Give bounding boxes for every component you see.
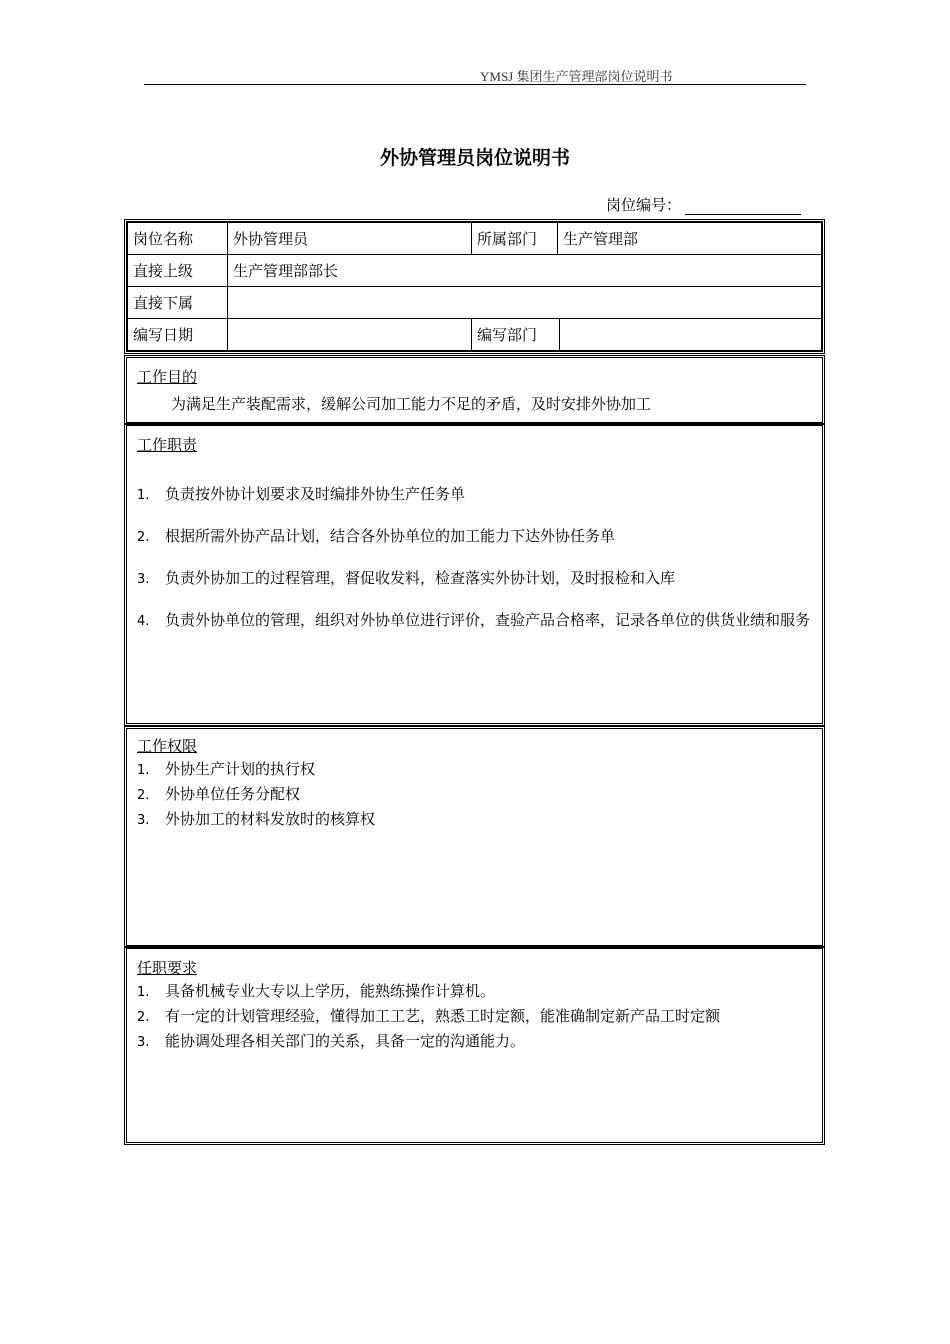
department-value: 生产管理部 <box>558 223 822 255</box>
list-item-text: 具备机械专业大专以上学历，能熟练操作计算机。 <box>165 982 496 1000</box>
table-row <box>128 319 822 351</box>
list-item-text: 外协加工的材料发放时的核算权 <box>165 810 376 828</box>
superior-label: 直接上级 <box>128 255 228 287</box>
list-item <box>137 608 812 634</box>
list-item-number: 1. <box>137 763 150 778</box>
purpose-section <box>124 355 825 425</box>
post-name-label: 岗位名称 <box>128 223 228 255</box>
list-item-text: 有一定的计划管理经验，懂得加工工艺，熟悉工时定额，能准确制定新产品工时定额 <box>165 1007 721 1025</box>
requirements-title: 任职要求 <box>137 959 198 977</box>
list-item-number: 3. <box>137 1035 150 1050</box>
post-number-field <box>606 194 801 215</box>
writer-dept-value <box>560 319 822 351</box>
list-item-text: 外协生产计划的执行权 <box>165 760 316 778</box>
document-title: 外协管理员岗位说明书 <box>379 147 570 169</box>
header-rule <box>144 84 806 85</box>
list-item <box>137 807 812 833</box>
list-item <box>137 566 812 592</box>
department-label: 所属部门 <box>472 223 558 255</box>
list-item-text: 负责外协加工的过程管理，督促收发料，检查落实外协计划，及时报检和入库 <box>165 569 676 587</box>
list-item-text: 负责外协单位的管理，组织对外协单位进行评价，查验产品合格率，记录各单位的供货业绩和服务 <box>165 611 811 629</box>
duties-section <box>124 423 825 726</box>
table-row <box>128 223 822 255</box>
list-item-text: 根据所需外协产品计划，结合各外协单位的加工能力下达外协任务单 <box>165 527 616 545</box>
post-name-value: 外协管理员 <box>228 223 472 255</box>
info-box <box>124 219 825 354</box>
superior-value: 生产管理部部长 <box>228 255 822 287</box>
subordinate-label: 直接下属 <box>128 287 228 319</box>
list-item <box>137 524 812 550</box>
list-item <box>137 1029 812 1055</box>
list-item-number: 3. <box>137 572 150 587</box>
authority-title: 工作权限 <box>137 737 198 755</box>
list-item-number: 4. <box>137 614 150 629</box>
list-item <box>137 757 812 783</box>
duties-title: 工作职责 <box>137 436 198 454</box>
info-table <box>127 222 822 351</box>
running-header: YMSJ 集团生产管理部岗位说明书 <box>480 69 673 84</box>
date-value <box>228 319 472 351</box>
list-item <box>137 979 812 1005</box>
post-number-label: 岗位编号： <box>606 196 682 214</box>
table-row <box>128 255 822 287</box>
list-item <box>137 782 812 808</box>
list-item-text: 外协单位任务分配权 <box>165 785 301 803</box>
list-item-text: 能协调处理各相关部门的关系，具备一定的沟通能力。 <box>165 1032 526 1050</box>
list-item-number: 2. <box>137 530 150 545</box>
requirements-section <box>124 946 825 1145</box>
list-item-number: 1. <box>137 985 150 1000</box>
list-item-number: 3. <box>137 813 150 828</box>
list-item-text: 负责按外协计划要求及时编排外协生产任务单 <box>165 485 466 503</box>
list-item-number: 2. <box>137 788 150 803</box>
purpose-title: 工作目的 <box>137 368 198 386</box>
table-row <box>128 287 822 319</box>
authority-section <box>124 726 825 948</box>
purpose-text: 为满足生产装配需求，缓解公司加工能力不足的矛盾，及时安排外协加工 <box>171 395 652 413</box>
list-item-number: 1. <box>137 488 150 503</box>
list-item <box>137 1004 812 1030</box>
list-item <box>137 482 812 508</box>
post-number-blank <box>685 199 801 215</box>
subordinate-value <box>228 287 822 319</box>
date-label: 编写日期 <box>128 319 228 351</box>
list-item-number: 2. <box>137 1010 150 1025</box>
writer-dept-label: 编写部门 <box>472 319 560 351</box>
